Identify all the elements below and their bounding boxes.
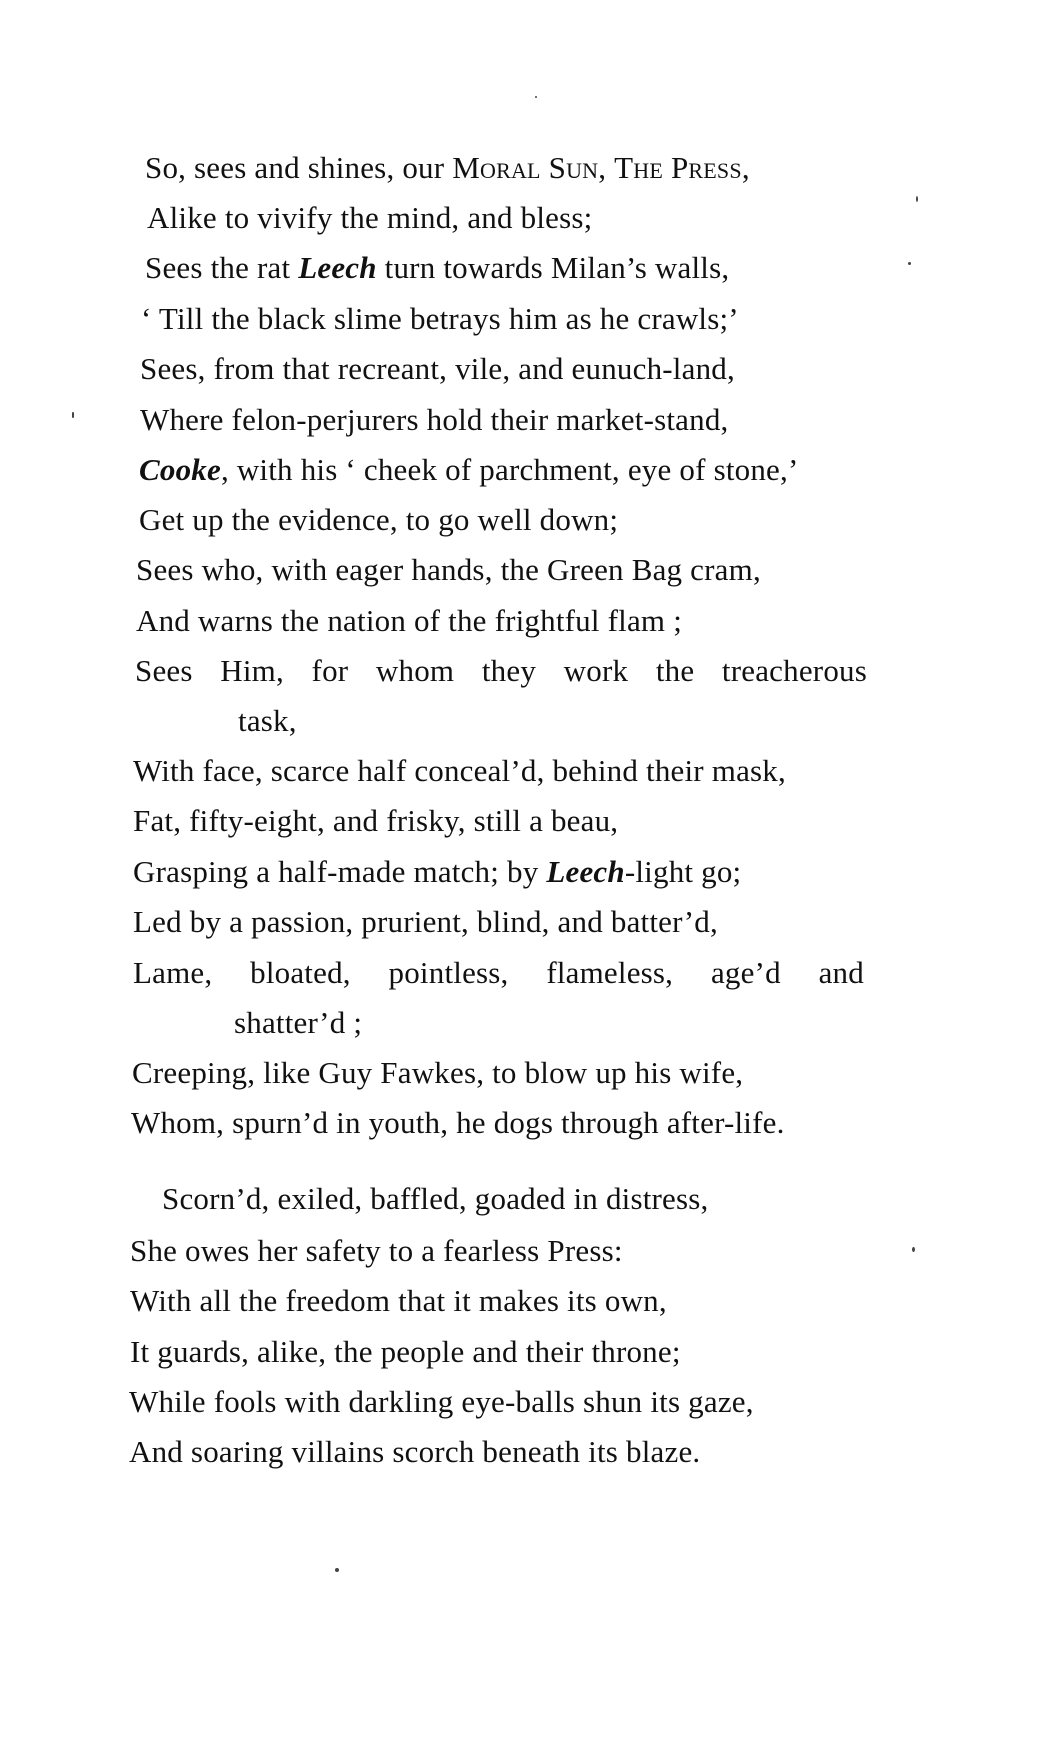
line-text: Where felon-perjurers hold their market-stand, — [140, 402, 729, 437]
poem-line — [133, 904, 718, 940]
poem-line — [132, 1055, 743, 1091]
word: flameless, — [546, 955, 674, 990]
scan-speck — [535, 96, 537, 98]
line-text: -light go; — [624, 854, 742, 889]
line-text: turn towards Milan’s walls, — [376, 250, 730, 285]
small-caps-text: The Press — [614, 150, 742, 185]
word: whom — [375, 653, 455, 688]
poem-line — [133, 854, 741, 890]
poem-line — [136, 603, 682, 639]
line-text: So, sees and shines, our — [145, 150, 453, 185]
poem-line — [129, 1434, 700, 1470]
word: for — [311, 653, 349, 688]
line-text: , with his ‘ cheek of parchment, eye of stone,’ — [220, 452, 799, 487]
word: and — [818, 955, 864, 990]
line-text: , — [598, 150, 615, 185]
line-text: And soaring villains scorch beneath its blaze. — [129, 1434, 701, 1469]
scan-speck — [335, 1568, 339, 1572]
poem-line — [140, 402, 728, 438]
poem-line — [145, 150, 750, 186]
poem-line — [162, 1181, 709, 1217]
poem-line — [133, 803, 618, 839]
scan-speck — [912, 1247, 915, 1252]
line-text: Grasping a half-made match; by — [133, 854, 547, 889]
poem-line — [145, 250, 729, 286]
line-text: Get up the evidence, to go well down; — [139, 502, 619, 537]
poem-line — [130, 1233, 623, 1269]
line-text: ‘ Till the black slime betrays him as he crawls;’ — [141, 301, 739, 336]
word: Him, — [220, 653, 284, 688]
line-text: Scorn’d, exiled, baffled, goaded in distress, — [162, 1181, 709, 1216]
word: work — [563, 653, 629, 688]
line-text: Led by a passion, prurient, blind, and batter’d, — [133, 904, 718, 939]
word: pointless, — [388, 955, 509, 990]
word: Sees — [135, 653, 193, 688]
italic-name: Cooke — [139, 452, 221, 487]
italic-name: Leech — [546, 854, 625, 889]
poem-line — [139, 502, 618, 538]
poem-line — [130, 1283, 667, 1319]
line-text: task, — [238, 703, 297, 738]
line-text: shatter’d ; — [234, 1005, 363, 1040]
small-caps-text: Moral Sun — [452, 150, 599, 185]
poem-line-justified — [133, 955, 864, 991]
poem-line — [131, 1105, 785, 1141]
line-text: Sees who, with eager hands, the Green Bag cram, — [136, 552, 761, 587]
poem-line-justified — [135, 653, 867, 689]
line-text: And warns the nation of the frightful flam ; — [136, 603, 683, 638]
line-text: She owes her safety to a fearless Press: — [130, 1233, 623, 1268]
line-text: Sees the rat — [145, 250, 299, 285]
poem-line-continuation — [234, 1005, 362, 1041]
line-text: Creeping, like Guy Fawkes, to blow up his wife, — [132, 1055, 744, 1090]
poem-line — [147, 200, 592, 236]
line-text: Fat, fifty-eight, and frisky, still a beau, — [133, 803, 619, 838]
word: the — [655, 653, 695, 688]
line-text: It guards, alike, the people and their throne; — [130, 1334, 681, 1369]
italic-name: Leech — [298, 250, 377, 285]
scan-speck — [916, 196, 918, 202]
scan-speck — [72, 412, 74, 418]
line-text: With face, scarce half conceal’d, behind their mask, — [133, 753, 786, 788]
line-text: Alike to vivify the mind, and bless; — [147, 200, 593, 235]
poem-line-continuation — [238, 703, 297, 739]
line-text: With all the freedom that it makes its own, — [130, 1283, 667, 1318]
word: they — [481, 653, 537, 688]
line-text: , — [741, 150, 750, 185]
line-text: While fools with darkling eye-balls shun its gaze, — [129, 1384, 754, 1419]
word: age’d — [710, 955, 781, 990]
poem-line — [133, 753, 786, 789]
poem-line — [129, 1384, 754, 1420]
poem-line — [130, 1334, 681, 1370]
line-text: Sees, from that recreant, vile, and eunuch-land, — [140, 351, 735, 386]
poem-line — [141, 301, 739, 337]
scan-speck — [908, 262, 911, 265]
poem-line — [140, 351, 735, 387]
line-text: Whom, spurn’d in youth, he dogs through after-life. — [131, 1105, 785, 1140]
word: Lame, — [133, 955, 213, 990]
word: bloated, — [250, 955, 351, 990]
poem-line — [136, 552, 761, 588]
poem-line — [139, 452, 798, 488]
word: treacherous — [721, 653, 867, 688]
